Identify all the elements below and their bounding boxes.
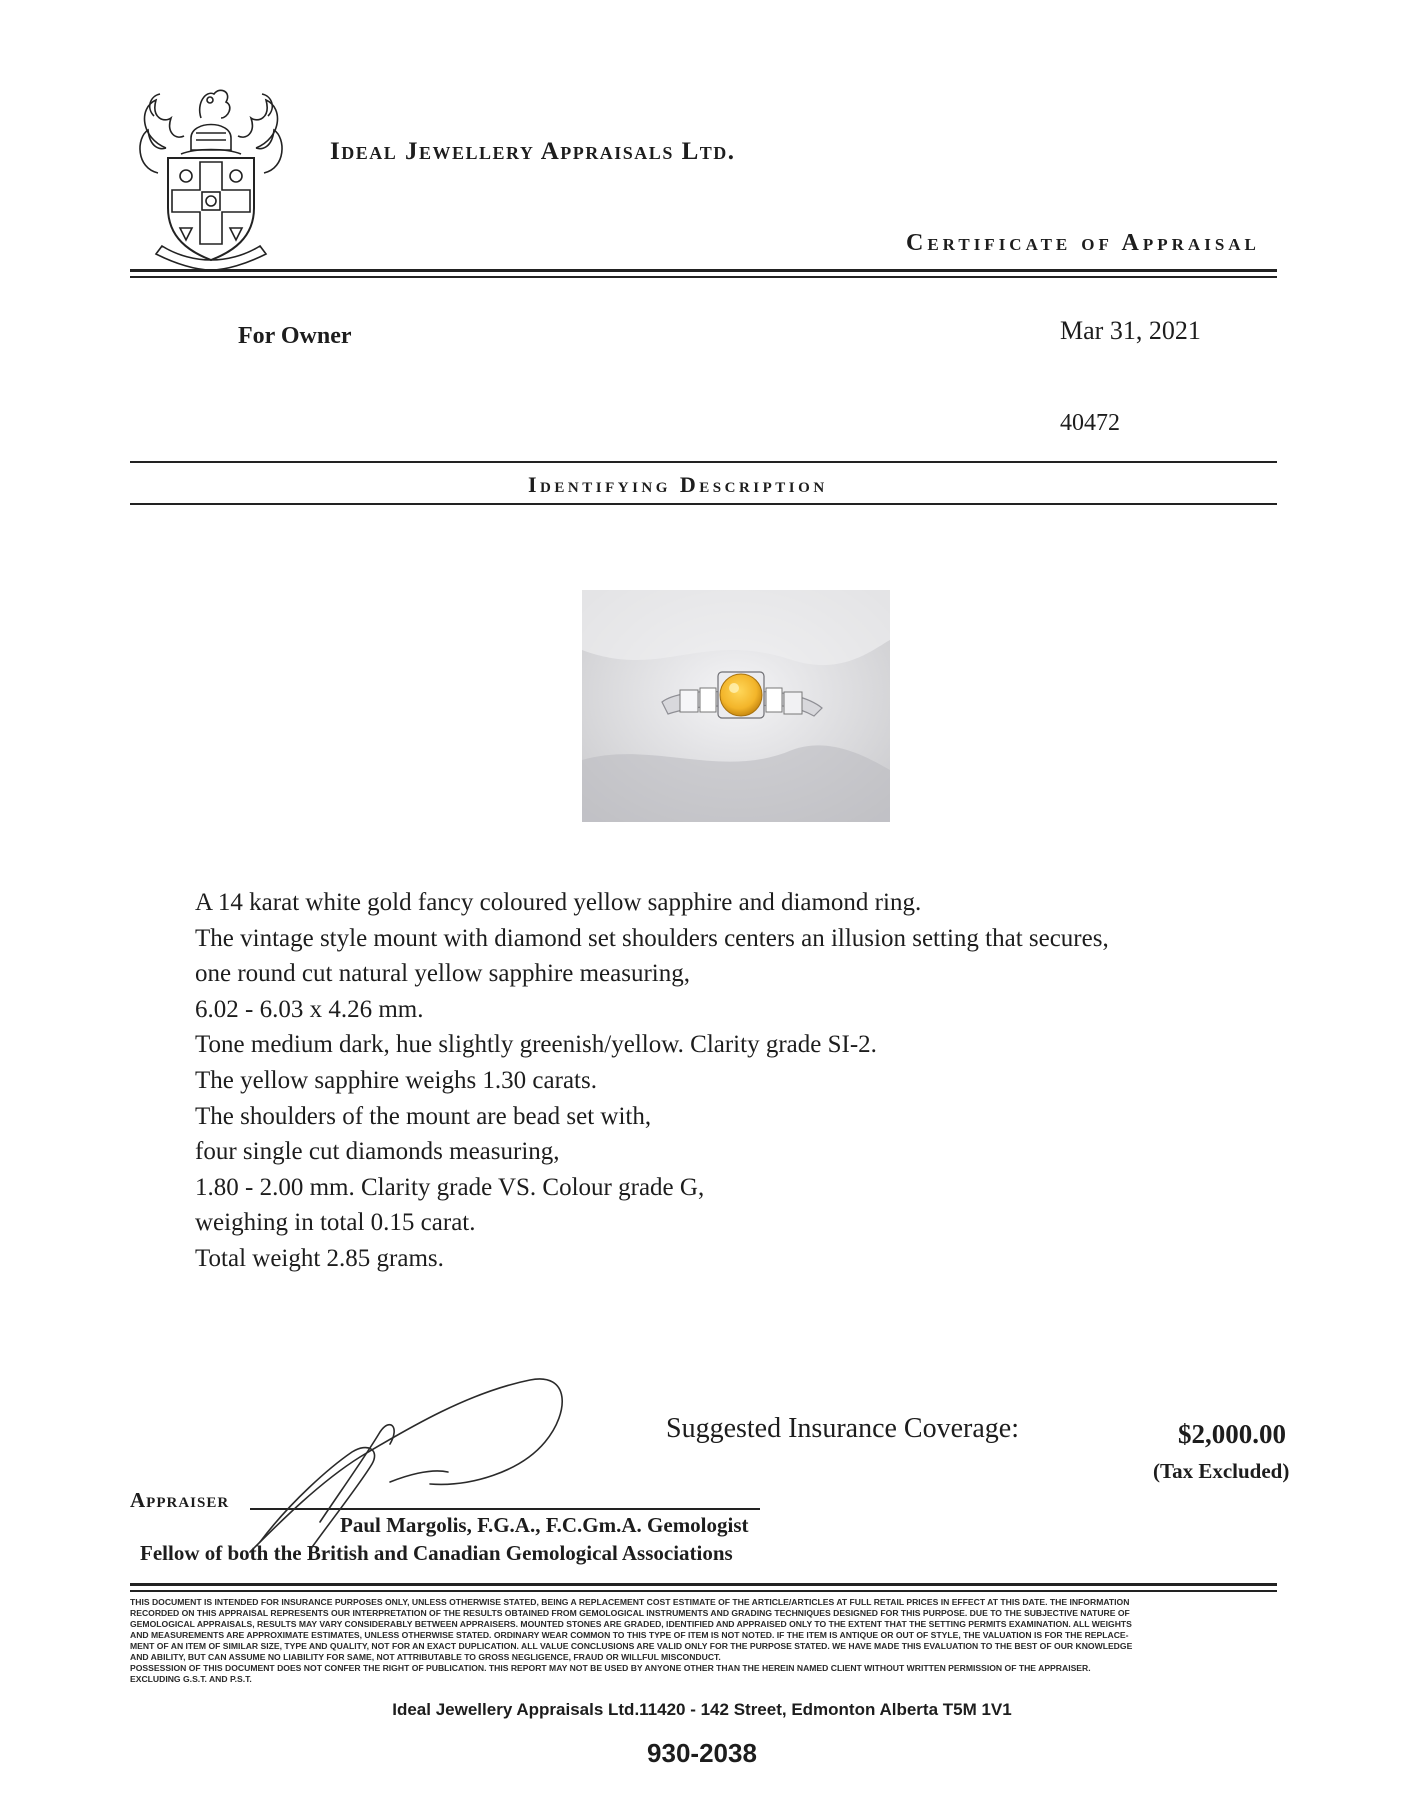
disclaimer-line: AND MEASUREMENTS ARE APPROXIMATE ESTIMATES, UNLESS OTHERWISE STATED. ORDINARY WEAR COMMON TO THIS TYPE OF ITEM IS NOT NOTED. IF THE ITEM IS ANTIQUE OR OUT OF STYLE, THE VALUATION IS FOR THE REPLACE- (130, 1630, 1129, 1640)
description-line: one round cut natural yellow sapphire measuring, (195, 960, 690, 988)
description-line: four single cut diamonds measuring, (195, 1138, 560, 1166)
description-line: Total weight 2.85 grams. (195, 1244, 444, 1272)
header-rule-thin (130, 276, 1277, 278)
description-line: Tone medium dark, hue slightly greenish/yellow. Clarity grade SI-2. (195, 1031, 877, 1059)
appraiser-credentials: Fellow of both the British and Canadian Gemological Associations (140, 1541, 733, 1565)
description-line: 6.02 - 6.03 x 4.26 mm. (195, 995, 424, 1023)
disclaimer-line: THIS DOCUMENT IS INTENDED FOR INSURANCE PURPOSES ONLY, UNLESS OTHERWISE STATED, BEING A REPLACEMENT COST ESTIMATE OF THE ARTICLE/ARTICLES AT FULL RETAIL PRICES IN EFFECT AT THIS DATE. THE INFORMATION (130, 1597, 1130, 1607)
appraiser-label: Appraiser (130, 1488, 230, 1512)
disclaimer-line: POSSESSION OF THIS DOCUMENT DOES NOT CONFER THE RIGHT OF PUBLICATION. THIS REPORT MAY NOT BE USED BY ANYONE OTHER THAN THE HEREIN NAMED CLIENT WITHOUT WRITTEN PERMISSION OF THE APPRAISER. (130, 1663, 1091, 1673)
appraisal-date: Mar 31, 2021 (1060, 316, 1201, 345)
owner-label: For Owner (238, 323, 352, 349)
company-name: Ideal Jewellery Appraisals Ltd. (330, 138, 736, 165)
header-rule-thick (130, 269, 1277, 272)
description-line: The yellow sapphire weighs 1.30 carats. (195, 1066, 597, 1094)
section-rule-top (130, 461, 1277, 463)
ring-photo (582, 590, 890, 822)
section-title: Identifying Description (528, 472, 828, 497)
description-line: The vintage style mount with diamond set shoulders centers an illusion setting that secures, (195, 924, 1109, 952)
legal-disclaimer (130, 1597, 1280, 1685)
description-line: weighing in total 0.15 carat. (195, 1209, 476, 1237)
certificate-title: Certificate of Appraisal (906, 230, 1260, 256)
description-line: 1.80 - 2.00 mm. Clarity grade VS. Colour grade G, (195, 1173, 705, 1201)
description-line: A 14 karat white gold fancy coloured yellow sapphire and diamond ring. (195, 889, 922, 916)
disclaimer-line: AND ABILITY, BUT CAN ASSUME NO LIABILITY FOR SAME, NOT ATTRIBUTABLE TO GROSS NEGLIGENCE, FRAUD OR WILLFUL MISCONDUCT. (130, 1652, 721, 1662)
footer-address: Ideal Jewellery Appraisals Ltd.11420 - 142 Street, Edmonton Alberta T5M 1V1 (392, 1700, 1012, 1719)
disclaimer-line: MENT OF AN ITEM OF SIMILAR SIZE, TYPE AND QUALITY, NOT FOR AN EXACT DUPLICATION. ALL VALUE CONCLUSIONS ARE VALID ONLY FOR THE PURPOSE STATED. WE HAVE MADE THIS EVALUATION TO THE BEST OF OUR KNOWLEDGE (130, 1641, 1133, 1651)
tax-note: (Tax Excluded) (1153, 1459, 1290, 1483)
description-line: The shoulders of the mount are bead set with, (195, 1102, 652, 1130)
insurance-coverage-label: Suggested Insurance Coverage: (666, 1413, 1019, 1444)
insurance-amount: $2,000.00 (1178, 1419, 1286, 1449)
coat-of-arms-icon (136, 78, 286, 273)
footer-phone: 930-2038 (647, 1738, 757, 1768)
footer-rule-thin (130, 1590, 1277, 1592)
disclaimer-line: RECORDED ON THIS APPRAISAL REPRESENTS OUR INTERPRETATION OF THE RESULTS OBTAINED FROM GEMOLOGICAL INSTRUMENTS AND GRADING TECHNIQUES DESIGNED FOR THIS PURPOSE. DUE TO THE SUBJECTIVE NATURE OF (130, 1608, 1130, 1618)
reference-number: 40472 (1060, 410, 1120, 436)
signature-icon (240, 1372, 600, 1557)
appraiser-name: Paul Margolis, F.G.A., F.C.Gm.A. Gemologist (340, 1513, 749, 1537)
disclaimer-line: GEMOLOGICAL APPRAISALS, RESULTS MAY VARY CONSIDERABLY BETWEEN APPRAISERS. MOUNTED STONES ARE GRADED, IDENTIFIED AND APPRAISED ONLY TO THE EXTENT THAT THE SETTING PERMITS EXAMINATION. ALL WEIGHTS (130, 1619, 1132, 1629)
disclaimer-line: EXCLUDING G.S.T. AND P.S.T. (130, 1674, 252, 1684)
item-description (195, 885, 1109, 1277)
section-rule-bottom (130, 503, 1277, 505)
footer-rule-thick (130, 1583, 1277, 1586)
